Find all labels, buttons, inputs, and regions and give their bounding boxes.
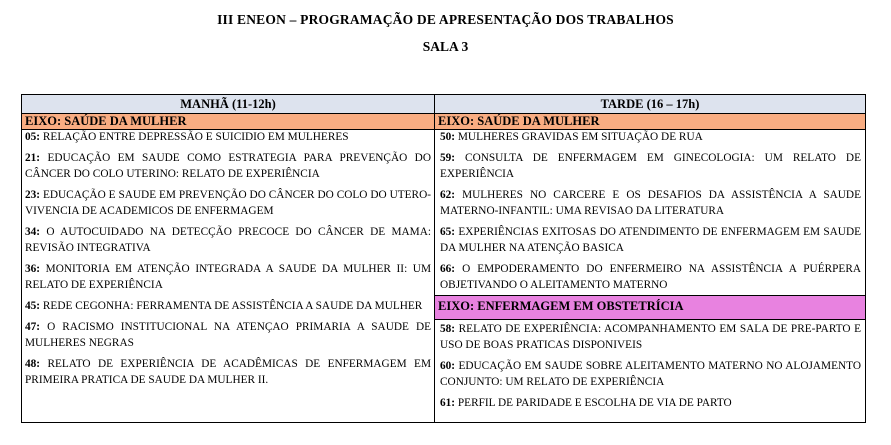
list-item [25, 319, 431, 351]
entry-title: RELATO DE EXPERIÊNCIA: ACOMPANHAMENTO EM SALA DE PRE-PARTO E USO DE BOAS PRATICAS DISPONIVEIS [440, 323, 861, 351]
entry-title: REDE CEGONHA: FERRAMENTA DE ASSISTÊNCIA A SAUDE DA MULHER [42, 300, 423, 312]
document-title: III ENEON – PROGRAMAÇÃO DE APRESENTAÇÃO DOS TRABALHOS [217, 12, 674, 27]
entry-number: 05: [25, 131, 41, 143]
afternoon-entries-obstetricia [440, 321, 861, 416]
entry-title: O AUTOCUIDADO NA DETECÇÃO PRECOCE DO CÂNCER DE MAMA: REVISÃO INTEGRATIVA [25, 226, 431, 254]
entry-number: 62: [440, 189, 456, 201]
entry-number: 45: [25, 300, 41, 312]
entry-number: 66: [440, 263, 456, 275]
entry-number: 58: [440, 323, 456, 335]
column-divider [434, 95, 435, 422]
room-subtitle: SALA 3 [422, 39, 469, 54]
entry-number: 21: [25, 152, 41, 164]
list-item [440, 358, 861, 390]
list-item [25, 150, 431, 182]
entry-title: EXPERIÊNCIAS EXITOSAS DO ATENDIMENTO DE ENFERMAGEM EM SAUDE DA MULHER NA ATENÇÃO BASICA [440, 226, 862, 254]
entry-title: O RACISMO INSTITUCIONAL NA ATENÇAO PRIMARIA A SAUDE DE MULHERES NEGRAS [25, 321, 431, 349]
entry-title: MULHERES GRAVIDAS EM SITUAÇÃO DE RUA [457, 131, 703, 143]
entry-number: 23: [25, 189, 41, 201]
list-item [25, 187, 431, 219]
morning-entries [25, 129, 431, 393]
entry-title: PERFIL DE PARIDADE E ESCOLHA DE VIA DE PARTO [457, 397, 732, 409]
list-item [440, 261, 861, 293]
entry-number: 50: [440, 131, 456, 143]
list-item [440, 395, 861, 411]
list-item [440, 187, 861, 219]
entry-number: 34: [25, 226, 41, 238]
list-item [440, 321, 861, 353]
obstetricia-bottom-border [435, 319, 865, 320]
entry-title: MULHERES NO CARCERE E OS DESAFIOS DA ASSISTÊNCIA A SAUDE MATERNO-INFANTIL: UMA REVISAO DA LITERATURA [440, 189, 861, 217]
entry-title: EDUCAÇÃO EM SAUDE COMO ESTRATEGIA PARA PREVENÇÃO DO CÂNCER DO COLO UTERINO: RELATO DE EXPERIÊNCIA [25, 152, 432, 180]
entry-number: 65: [440, 226, 456, 238]
list-item [25, 224, 431, 256]
schedule-table [21, 94, 866, 423]
entry-title: EDUCAÇÃO EM SAUDE SOBRE ALEITAMENTO MATERNO NO ALOJAMENTO CONJUNTO: UM RELATO DE EXPERIÊNCIA [440, 360, 861, 388]
afternoon-entries [440, 129, 861, 298]
list-item [25, 261, 431, 293]
morning-column-header: MANHÃ (11-12h) [22, 95, 434, 113]
list-item [440, 129, 861, 145]
entry-title: MONITORIA EM ATENÇÃO INTEGRADA A SAUDE DA MULHER II: UM RELATO DE EXPERIÊNCIA [25, 263, 432, 291]
entry-title: RELATO DE EXPERIÊNCIA DE ACADÊMICAS DE ENFERMAGEM EM PRIMEIRA PRATICA DE SAUDE DA MULHER II. [25, 358, 431, 386]
afternoon-eixo2-label: EIXO: ENFERMAGEM EM OBSTETRÍCIA [435, 296, 865, 319]
morning-eixo-label: EIXO: SAÚDE DA MULHER [22, 114, 434, 129]
list-item [25, 129, 431, 145]
entry-title: RELAÇÃO ENTRE DEPRESSÃO E SUICIDIO EM MULHERES [42, 131, 349, 143]
entry-number: 60: [440, 360, 456, 372]
afternoon-column-header: TARDE (16 – 17h) [435, 95, 865, 113]
entry-number: 48: [25, 358, 41, 370]
afternoon-eixo-label: EIXO: SAÚDE DA MULHER [435, 114, 865, 129]
entry-number: 47: [25, 321, 41, 333]
entry-title: EDUCAÇÃO E SAUDE EM PREVENÇÃO DO CÂNCER DO COLO DO UTERO- VIVENCIA DE ACADEMICOS DE ENFERMAGEM [25, 189, 431, 217]
list-item [25, 298, 431, 314]
list-item [440, 224, 861, 256]
entry-number: 59: [440, 152, 456, 164]
entry-title: CONSULTA DE ENFERMAGEM EM GINECOLOGIA: UM RELATO DE EXPERIÊNCIA [440, 152, 861, 180]
entry-number: 61: [440, 397, 456, 409]
list-item [440, 150, 861, 182]
list-item [25, 356, 431, 388]
entry-title: O EMPODERAMENTO DO ENFERMEIRO NA ASSISTÊNCIA A PUÉRPERA OBJETIVANDO O ALEITAMENTO MATERNO [440, 263, 862, 291]
entry-number: 36: [25, 263, 41, 275]
